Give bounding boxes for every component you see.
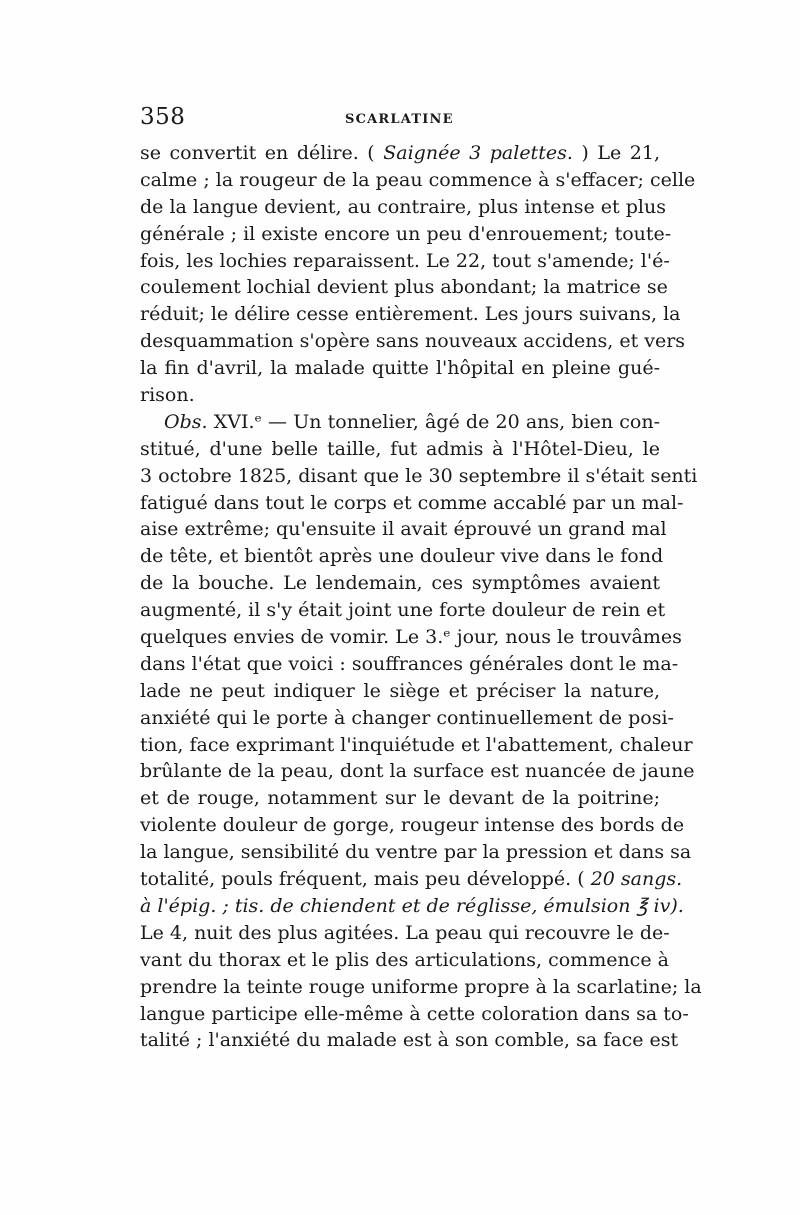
text-line bbox=[140, 570, 660, 597]
text-segment: rison. bbox=[140, 384, 195, 407]
text-line bbox=[140, 678, 660, 705]
text-line bbox=[140, 758, 695, 785]
text-line bbox=[140, 974, 702, 1001]
text-segment: desquammation s'opère sans nouveaux accidens, et vers bbox=[140, 330, 686, 353]
text-line bbox=[140, 1027, 679, 1054]
text-segment: totalité, pouls fréquent, mais peu développé. ( bbox=[140, 868, 591, 891]
text-line bbox=[140, 893, 684, 920]
italic-text-segment: 20 sangs. bbox=[590, 868, 683, 891]
text-segment: lade ne peut indiquer le siège et préciser la nature, bbox=[140, 679, 660, 702]
text-segment: 3 octobre 1825, disant que le 30 septembre il s'était senti bbox=[140, 464, 698, 487]
text-line bbox=[140, 1001, 689, 1028]
text-line bbox=[140, 301, 681, 328]
text-line bbox=[140, 651, 679, 678]
text-segment: réduit; le délire cesse entièrement. Les jours suivans, la bbox=[140, 303, 681, 326]
text-line bbox=[140, 274, 668, 301]
text-segment: de tête, et bientôt après une douleur vive dans le fond bbox=[140, 545, 664, 568]
text-line bbox=[140, 785, 660, 812]
text-segment: fatigué dans tout le corps et comme accablé par un mal- bbox=[140, 491, 684, 514]
text-line bbox=[140, 248, 670, 275]
text-line bbox=[140, 355, 660, 382]
text-line bbox=[140, 732, 693, 759]
page-number: 358 bbox=[140, 104, 186, 130]
text-line bbox=[140, 543, 664, 570]
text-segment: de la bouche. Le lendemain, ces symptômes avaient bbox=[140, 572, 660, 595]
text-segment: augmenté, il s'y était joint une forte douleur de rein et bbox=[140, 599, 666, 622]
text-segment: générale ; il existe encore un peu d'enrouement; toute- bbox=[140, 222, 672, 245]
text-line bbox=[140, 812, 685, 839]
italic-text-segment: Saignée 3 palettes. bbox=[383, 142, 573, 164]
running-head bbox=[140, 104, 660, 134]
text-segment: stitué, d'une belle taille, fut admis à l'Hôtel-Dieu, le bbox=[140, 437, 660, 460]
text-line bbox=[140, 463, 698, 490]
text-segment: calme ; la rougeur de la peau commence à s'effacer; celle bbox=[140, 168, 696, 191]
text-line bbox=[140, 382, 660, 409]
text-line bbox=[140, 516, 667, 543]
text-segment: XVI.ᵉ — Un tonnelier, âgé de 20 ans, bien con- bbox=[207, 410, 660, 433]
text-segment: brûlante de la peau, dont la surface est nuancée de jaune bbox=[140, 760, 695, 783]
text-segment: violente douleur de gorge, rougeur intense des bords de bbox=[140, 814, 685, 837]
text-line bbox=[140, 839, 692, 866]
text-segment: la fin d'avril, la malade quitte l'hôpital en pleine gué- bbox=[140, 357, 660, 380]
text-segment: anxiété qui le porte à changer continuellement de posi- bbox=[140, 706, 674, 729]
text-segment: dans l'état que voici : souffrances générales dont le ma- bbox=[140, 652, 679, 675]
text-line bbox=[140, 920, 670, 947]
text-line bbox=[140, 866, 683, 893]
text-segment: vant du thorax et le plis des articulations, commence à bbox=[140, 948, 669, 971]
body-text bbox=[140, 140, 702, 1054]
text-line bbox=[140, 705, 674, 732]
text-segment: fois, les lochies reparaissent. Le 22, tout s'amende; l'é- bbox=[140, 249, 670, 272]
text-segment: de la langue devient, au contraire, plus intense et plus bbox=[140, 195, 666, 218]
text-segment: et de rouge, notamment sur le devant de la poitrine; bbox=[140, 787, 660, 810]
text-line bbox=[140, 436, 660, 463]
text-line bbox=[140, 328, 686, 355]
text-line bbox=[140, 167, 696, 194]
text-line bbox=[140, 221, 672, 248]
text-segment: la langue, sensibilité du ventre par la pression et dans sa bbox=[140, 841, 692, 864]
text-segment: langue participe elle-même à cette coloration dans sa to- bbox=[140, 1002, 689, 1025]
text-line bbox=[140, 947, 669, 974]
text-segment: quelques envies de vomir. Le 3.ᵉ jour, nous le trouvâmes bbox=[140, 626, 682, 649]
text-segment: prendre la teinte rouge uniforme propre à la scarlatine; la bbox=[140, 975, 702, 998]
text-line bbox=[140, 597, 666, 624]
text-segment: ) Le 21, bbox=[572, 142, 660, 164]
text-line bbox=[140, 624, 682, 651]
text-segment: aise extrême; qu'ensuite il avait éprouvé un grand mal bbox=[140, 518, 667, 541]
running-title: SCARLATINE bbox=[345, 112, 454, 127]
italic-text-segment: Obs. bbox=[164, 410, 208, 433]
text-segment: tion, face exprimant l'inquiétude et l'abattement, chaleur bbox=[140, 733, 693, 756]
text-segment: se convertit en délire. ( bbox=[140, 142, 384, 164]
text-segment: coulement lochial devient plus abondant; la matrice se bbox=[140, 276, 668, 299]
text-line bbox=[140, 194, 666, 221]
text-line bbox=[140, 409, 660, 436]
text-segment: Le 4, nuit des plus agitées. La peau qui recouvre le de- bbox=[140, 921, 670, 944]
text-segment: talité ; l'anxiété du malade est à son comble, sa face est bbox=[140, 1029, 679, 1052]
text-line bbox=[140, 490, 684, 517]
italic-text-segment: à l'épig. ; tis. de chiendent et de réglisse, émulsion ℥ iv). bbox=[140, 894, 684, 917]
text-line bbox=[140, 140, 660, 167]
